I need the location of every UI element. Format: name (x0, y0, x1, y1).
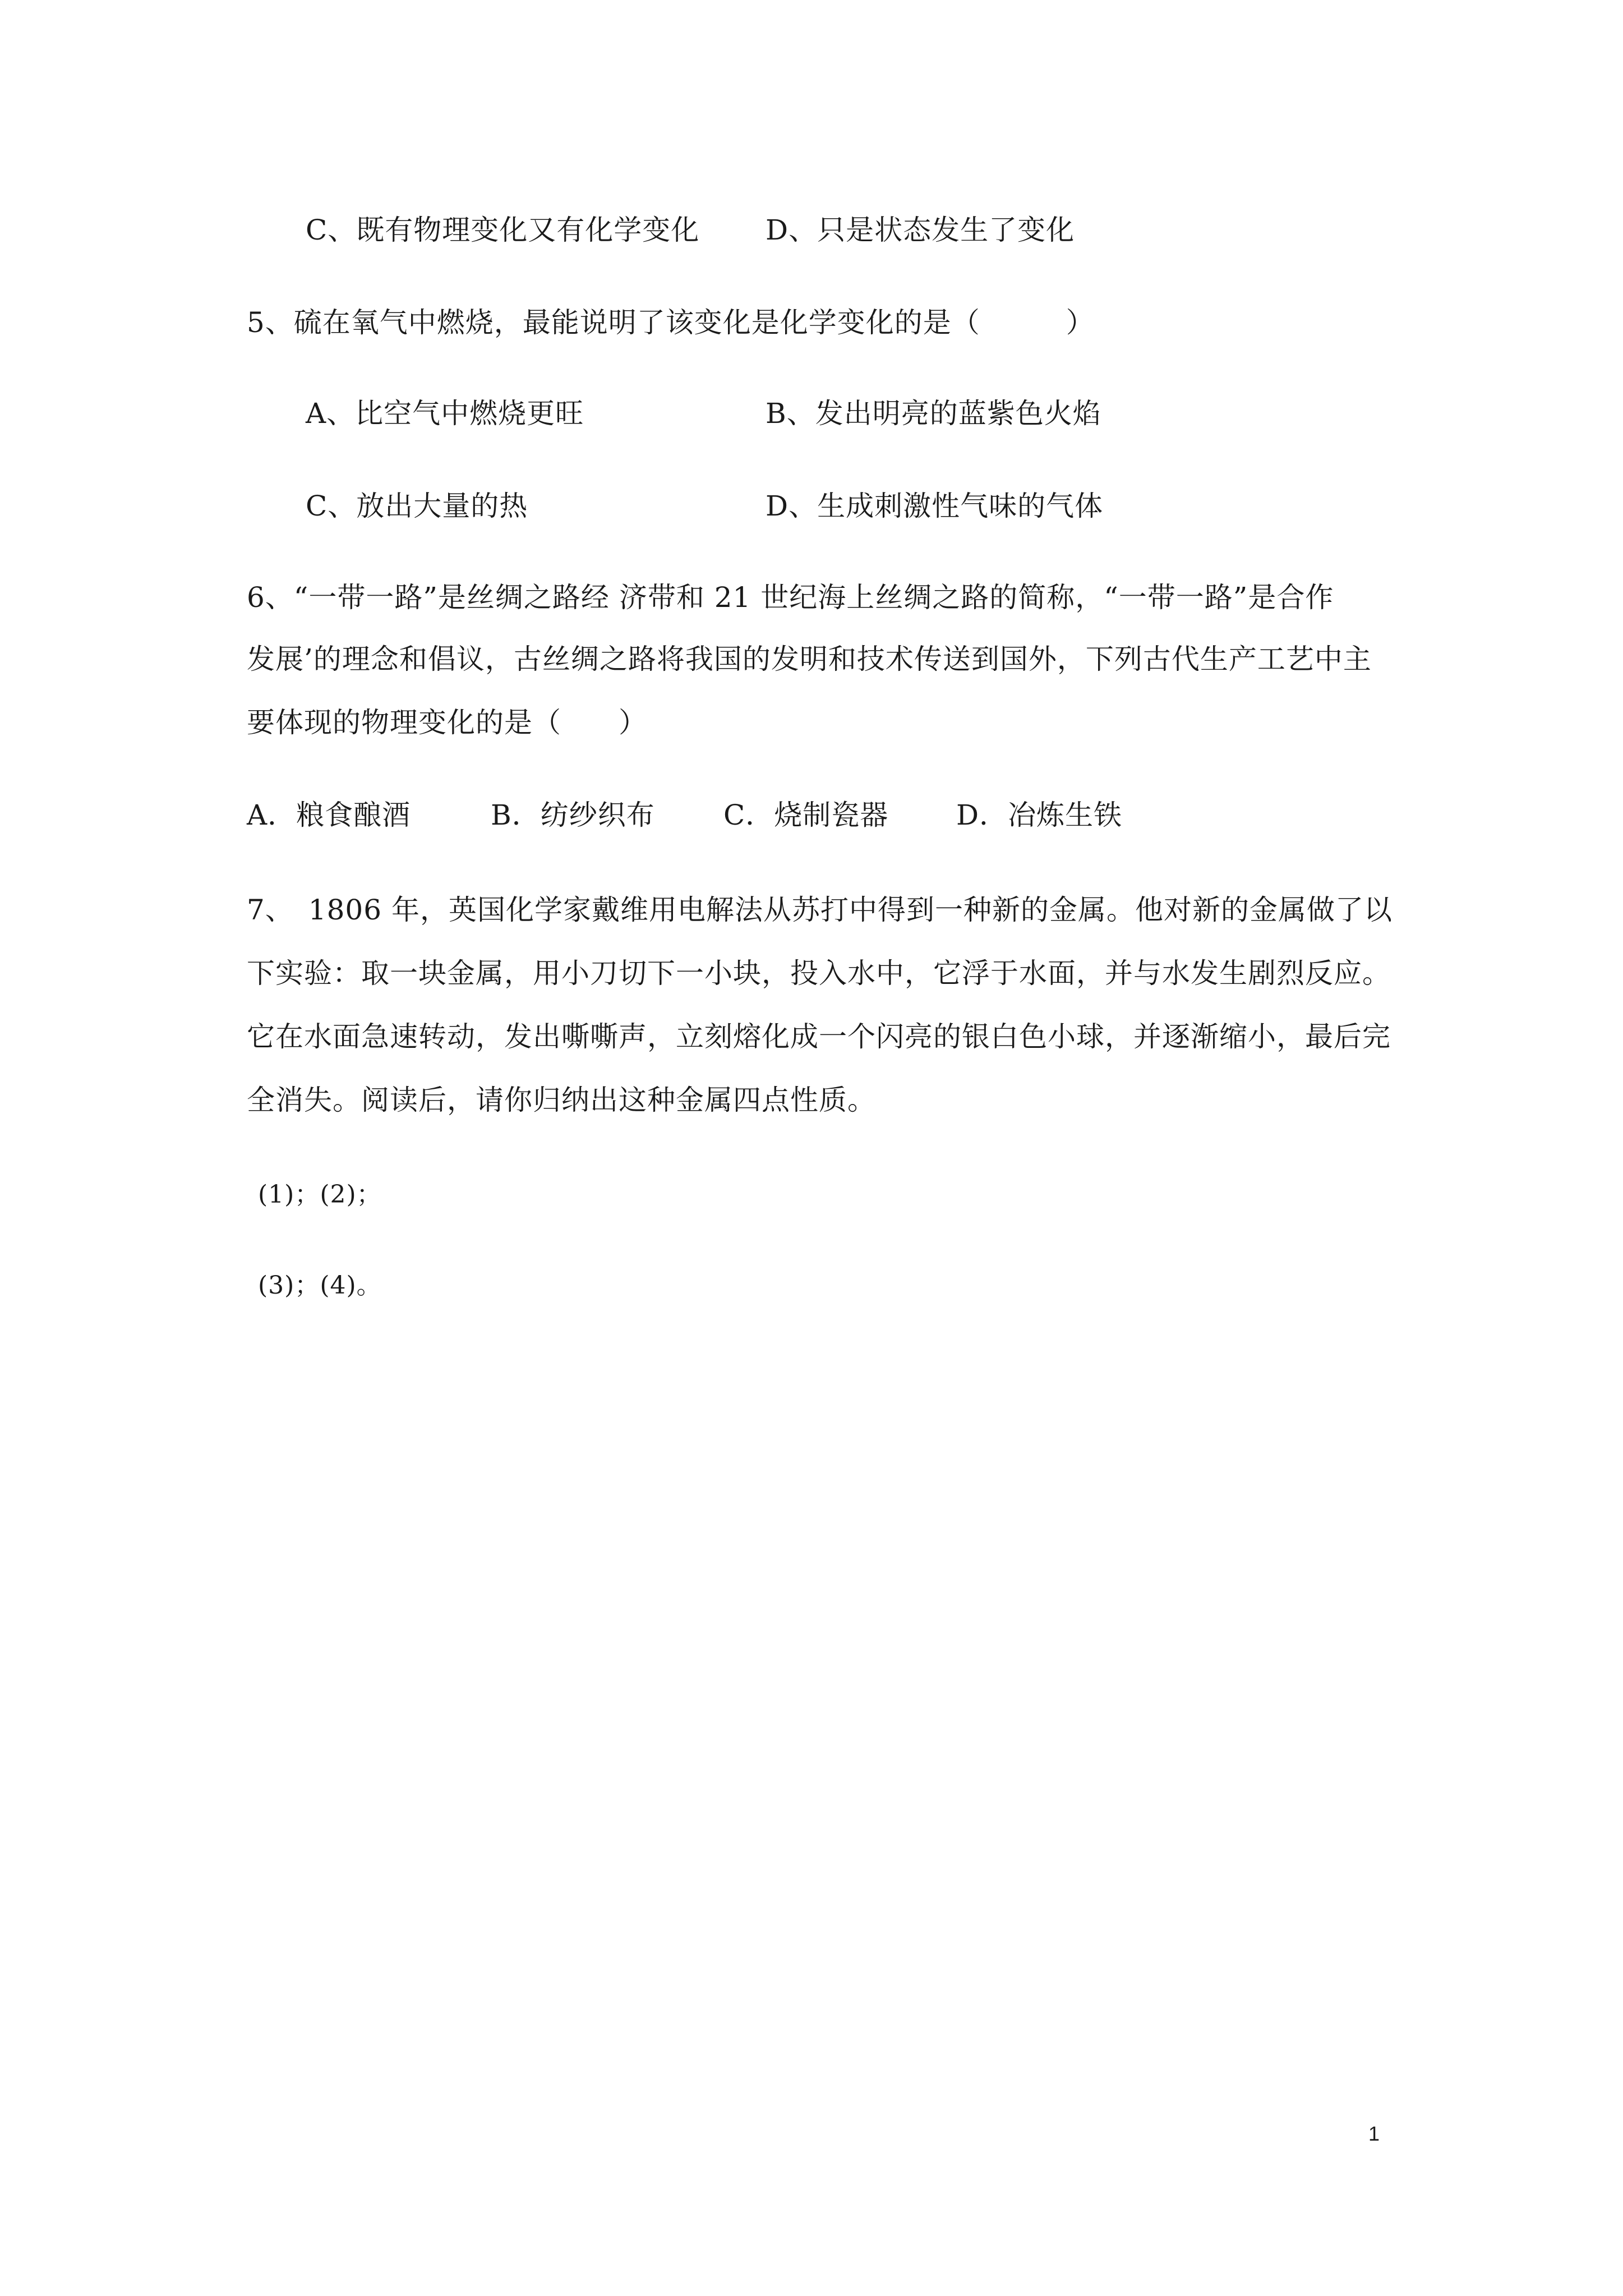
q7-stem-line-1: 7、 1806 年，英国化学家戴维用电解法从苏打中得到一种新的金属。他对新的金属做了以 (247, 894, 1393, 926)
q6-option-c: C．烧制瓷器 (723, 799, 889, 831)
q6-option-b: B．纺纱织布 (491, 799, 655, 831)
q5-option-a: A、比空气中燃烧更旺 (306, 397, 584, 430)
q5-option-b: B、发出明亮的蓝紫色火焰 (766, 397, 1101, 430)
q7-stem-line-3: 它在水面急速转动，发出嘶嘶声，立刻熔化成一个闪亮的银白色小球，并逐渐缩小，最后完 (247, 1020, 1391, 1053)
q4-option-d: D、只是状态发生了变化 (766, 214, 1075, 246)
q4-option-c: C、既有物理变化又有化学变化 (306, 214, 700, 246)
q5-stem: 5、硫在氧气中燃烧，最能说明了该变化是化学变化的是（ ） (247, 306, 1095, 339)
q6-stem-line-3: 要体现的物理变化的是（ ） (247, 706, 647, 739)
q7-answer-line-1: (1)；(2)； (258, 1180, 382, 1209)
q6-stem-line-2: 发展’的理念和倡议，古丝绸之路将我国的发明和技术传送到国外，下列古代生产工艺中主 (247, 643, 1372, 675)
q6-stem-line-1: 6、“一带一路”是丝绸之路经 济带和 21 世纪海上丝绸之路的简称，“一带一路”是合作 (247, 581, 1334, 614)
q5-option-c: C、放出大量的热 (306, 490, 528, 522)
q7-answer-line-2: (3)；(4)。 (258, 1271, 382, 1300)
q6-option-a: A．粮食酿酒 (247, 799, 411, 831)
q7-stem-line-4: 全消失。阅读后，请你归纳出这种金属四点性质。 (247, 1084, 876, 1116)
q6-option-d: D．冶炼生铁 (956, 799, 1123, 831)
page-number: 1 (1368, 2122, 1380, 2145)
q5-option-d: D、生成刺激性气味的气体 (766, 490, 1104, 522)
q7-stem-line-2: 下实验：取一块金属，用小刀切下一小块，投入水中，它浮于水面，并与水发生剧烈反应。 (247, 957, 1391, 990)
